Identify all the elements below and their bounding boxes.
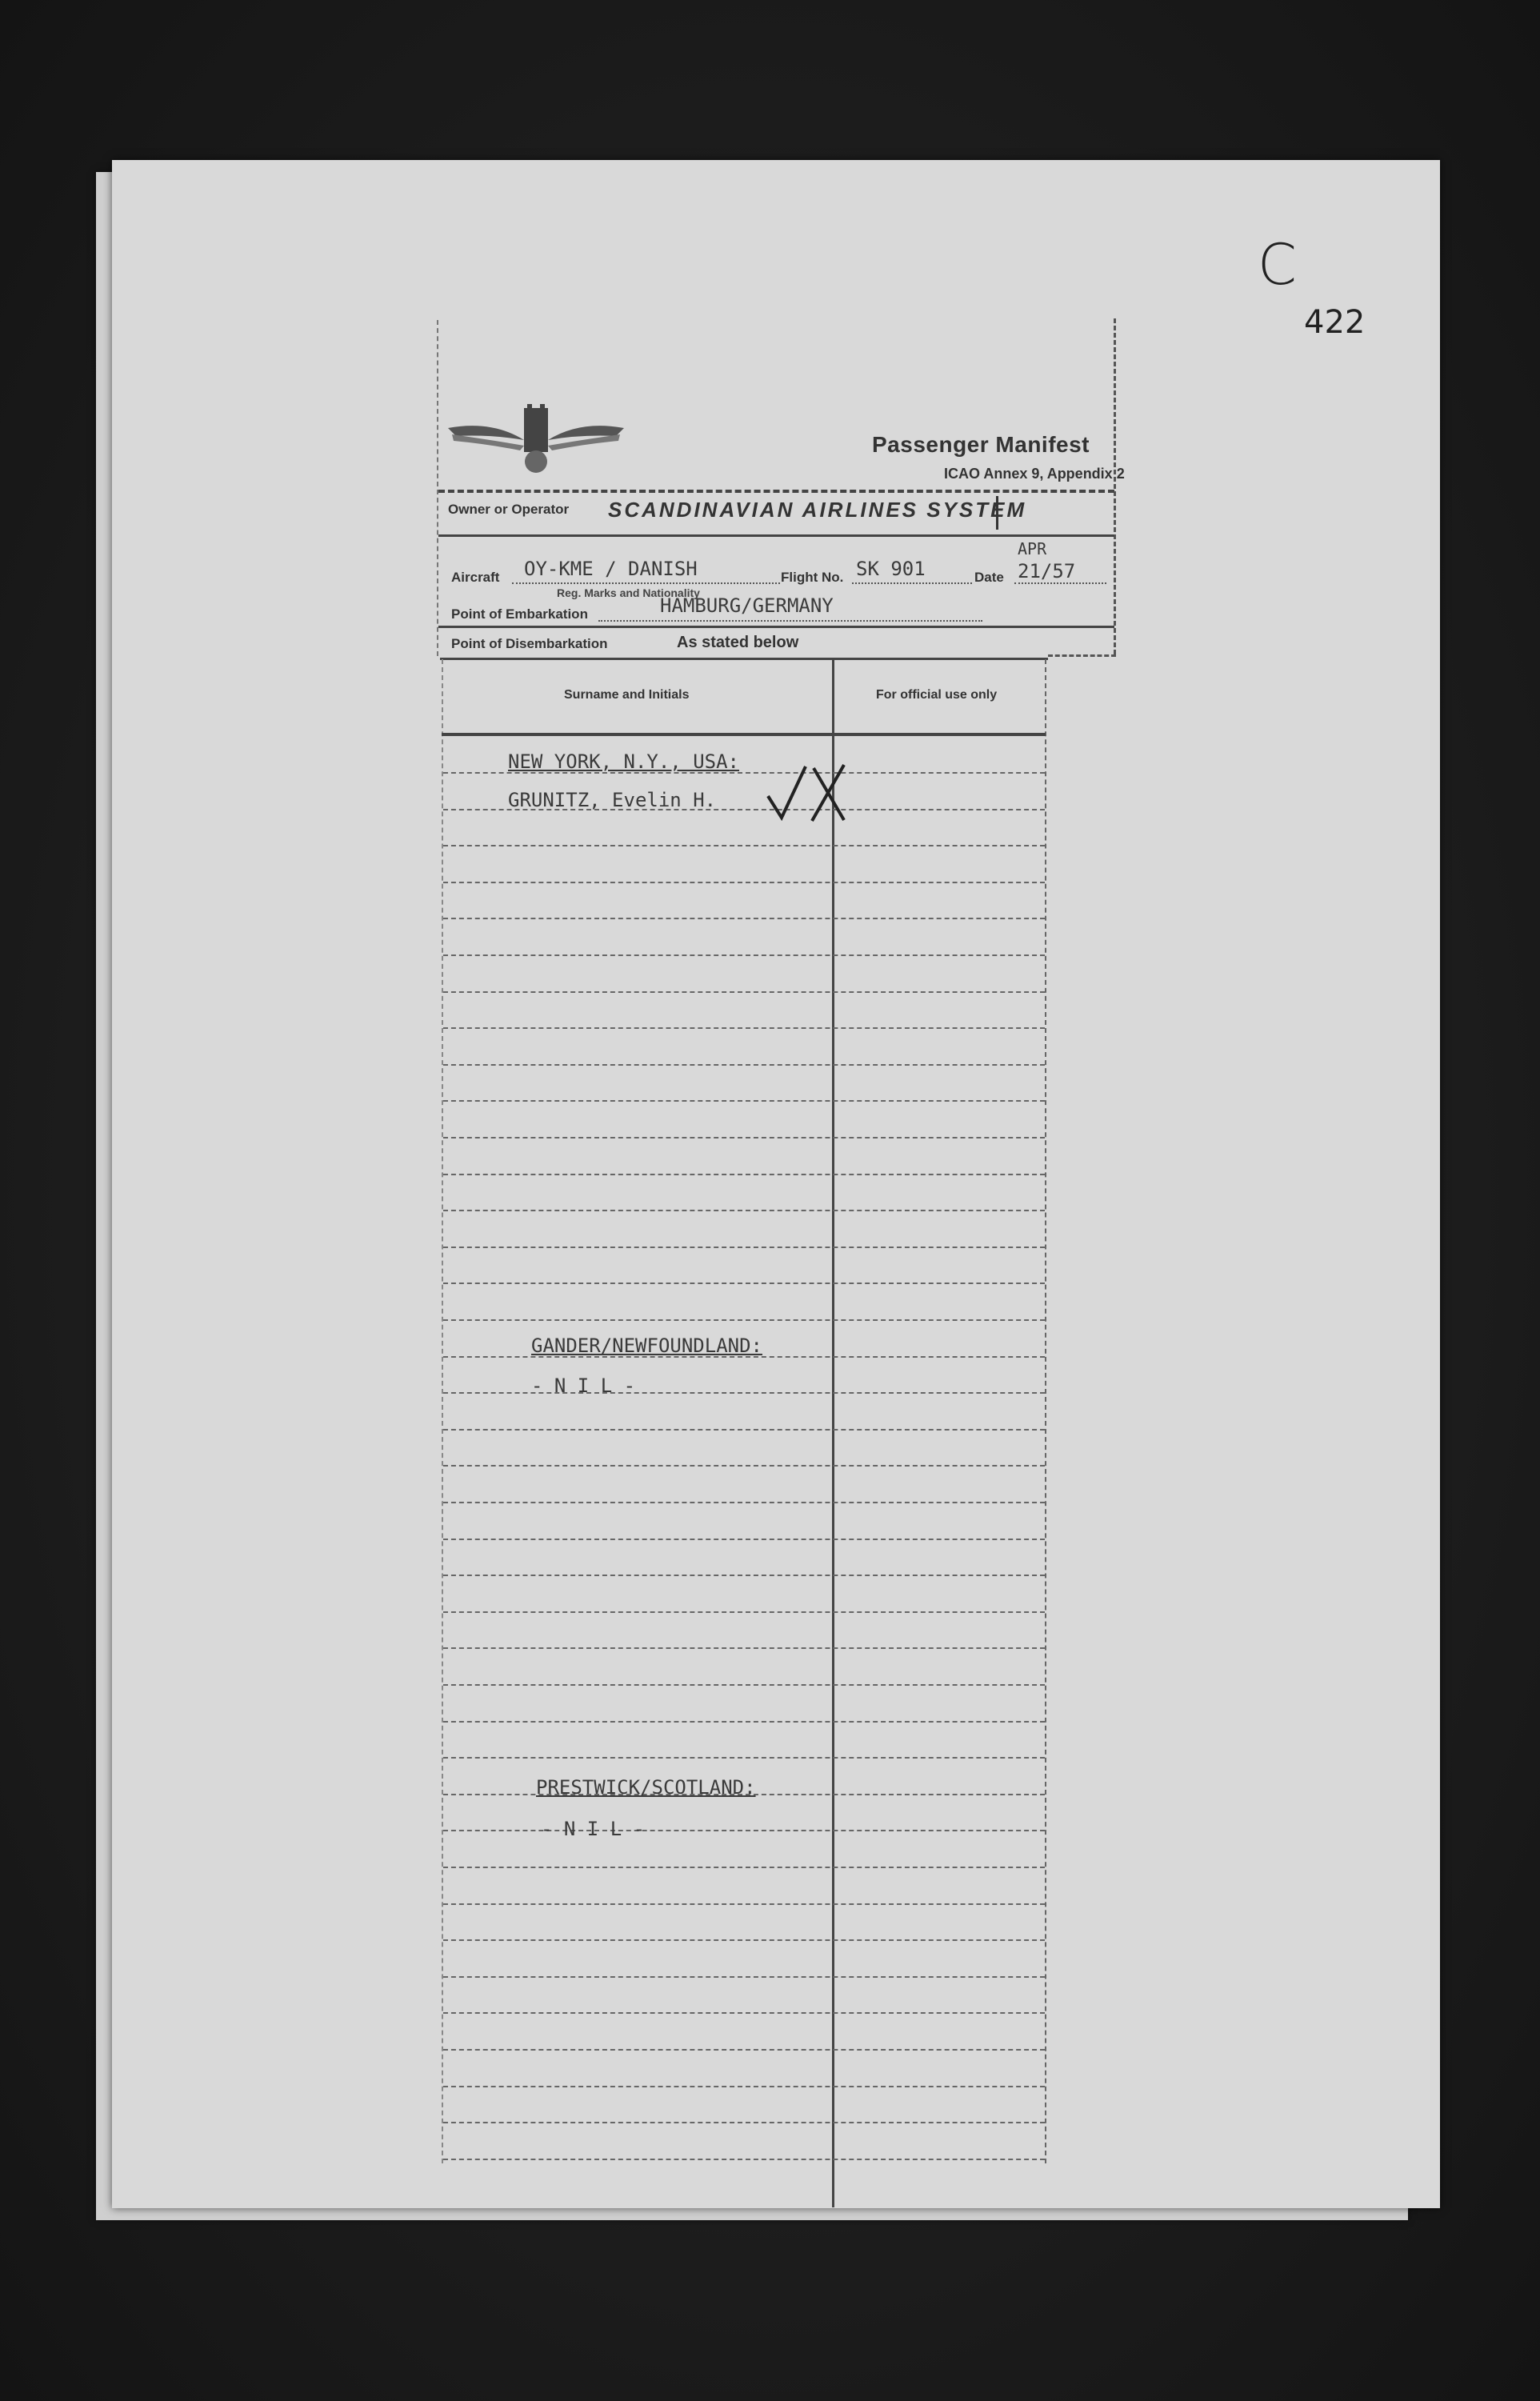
ruled-line (443, 1903, 1045, 1905)
column-divider (832, 659, 834, 2207)
table-top-rule (440, 658, 1048, 660)
ruled-line (443, 1100, 1045, 1102)
embark-value: HAMBURG/GERMANY (660, 594, 834, 617)
ruled-line (443, 991, 1045, 993)
ruled-line (443, 2159, 1045, 2160)
form-title: Passenger Manifest (872, 432, 1090, 457)
ruled-line (443, 2122, 1045, 2123)
header-underline (442, 733, 1046, 736)
ruled-line (443, 1647, 1045, 1649)
ruled-line (443, 1539, 1045, 1540)
ruled-line (443, 1174, 1045, 1175)
ruled-line (443, 1939, 1045, 1941)
airline-wings-logo (444, 404, 628, 476)
ruled-line (443, 1830, 1045, 1831)
date-month: APR (1018, 539, 1047, 558)
flight-label: Flight No. (781, 570, 844, 585)
card-left-edge (437, 320, 438, 656)
ruled-line (443, 1027, 1045, 1029)
aircraft-label: Aircraft (451, 570, 500, 585)
ruled-line (443, 1429, 1045, 1431)
owner-value: SCANDINAVIAN AIRLINES SYSTEM (608, 498, 1027, 522)
archive-number: 422 (1304, 304, 1366, 341)
ruled-line (443, 1319, 1045, 1321)
pen-mark (996, 496, 998, 530)
table-left-edge (442, 659, 443, 2163)
date-label: Date (974, 570, 1004, 585)
card-bottom-edge (1048, 654, 1116, 657)
ruled-line (443, 1137, 1045, 1138)
disembark-value: As stated below (677, 634, 799, 651)
ruled-line (443, 1976, 1045, 1978)
archive-letter: C (1258, 232, 1297, 298)
owner-label: Owner or Operator (448, 502, 570, 517)
flight-dots (852, 582, 972, 584)
date-dots (1014, 582, 1106, 584)
ruled-line (443, 1721, 1045, 1723)
passenger-entry: GRUNITZ, Evelin H. (508, 789, 717, 811)
ruled-line (443, 1575, 1045, 1576)
section-heading-prestwick: PRESTWICK/SCOTLAND: (536, 1776, 756, 1799)
gander-entry: - N I L - (531, 1375, 636, 1397)
ruled-line (443, 2086, 1045, 2087)
form-subtitle: ICAO Annex 9, Appendix 2 (944, 466, 1125, 482)
prestwick-entry: - N I L - (541, 1818, 646, 1840)
check-x-mark-icon (764, 760, 852, 824)
table-right-edge (1045, 659, 1046, 2163)
card-right-edge (1114, 318, 1116, 654)
ruled-line (443, 1502, 1045, 1503)
header-divider (438, 490, 1114, 493)
ruled-line (443, 1247, 1045, 1248)
owner-divider (438, 534, 1114, 537)
ruled-line (443, 1064, 1045, 1066)
embark-divider (438, 626, 1114, 628)
ruled-line (443, 882, 1045, 883)
embark-label: Point of Embarkation (451, 606, 588, 622)
ruled-line (443, 918, 1045, 919)
ruled-line (443, 1611, 1045, 1613)
ruled-line (443, 2012, 1045, 2014)
flight-value: SK 901 (856, 558, 926, 580)
ruled-line (443, 1757, 1045, 1759)
ruled-line (443, 1283, 1045, 1284)
reg-note: Reg. Marks and Nationality (557, 586, 700, 599)
ruled-line (443, 1210, 1045, 1211)
ruled-line (443, 954, 1045, 956)
ruled-line (443, 845, 1045, 846)
section-heading-newyork: NEW YORK, N.Y., USA: (508, 750, 739, 773)
section-heading-gander: GANDER/NEWFOUNDLAND: (531, 1335, 762, 1357)
ruled-line (443, 1684, 1045, 1686)
ruled-line (443, 1465, 1045, 1467)
ruled-line (443, 1867, 1045, 1868)
aircraft-dots (512, 582, 780, 584)
ruled-line (443, 2049, 1045, 2051)
col-header-official: For official use only (876, 688, 998, 702)
manifest-page (112, 160, 1440, 2208)
embark-dots (598, 620, 982, 622)
aircraft-value: OY-KME / DANISH (524, 558, 698, 580)
disembark-label: Point of Disembarkation (451, 636, 608, 651)
col-header-names: Surname and Initials (564, 688, 690, 702)
date-value: 21/57 (1018, 560, 1076, 582)
